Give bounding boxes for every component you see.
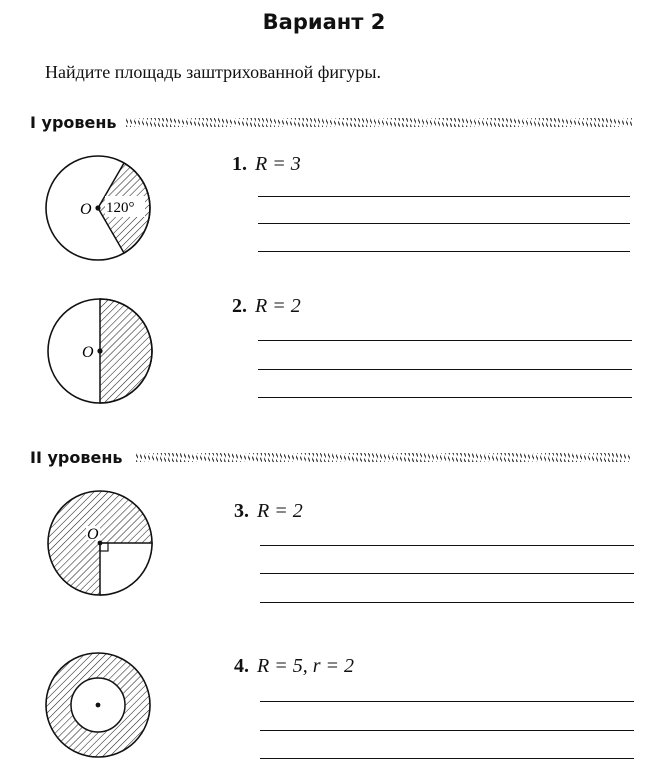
problem-4-condition: R = 5, r = 2 [257, 655, 354, 677]
problem-3-answer-line-2[interactable] [260, 573, 634, 574]
figure-1-center-point [95, 205, 100, 210]
figure-3-three-quarter [46, 490, 154, 596]
problem-1 [232, 153, 301, 176]
problem-2 [232, 295, 301, 318]
figure-1-angle-label: 120° [106, 200, 135, 216]
problem-4-answer-line-1[interactable] [260, 701, 634, 702]
problem-4-answer-line-2[interactable] [260, 730, 634, 731]
problem-1-answer-line-1[interactable] [258, 196, 630, 197]
problem-1-answer-line-2[interactable] [258, 223, 630, 224]
problem-2-answer-line-2[interactable] [258, 369, 632, 370]
level-1-divider [126, 118, 632, 127]
figure-2-hatched-half [100, 299, 152, 403]
page-title: Вариант 2 [262, 10, 386, 34]
problem-3-answer-line-1[interactable] [260, 545, 634, 546]
figure-4-center-point [96, 703, 101, 708]
figure-2-center-label: O [82, 344, 94, 361]
problem-3-number: 3. [234, 500, 249, 522]
problem-1-condition: R = 3 [255, 153, 301, 175]
problem-2-condition: R = 2 [255, 295, 301, 317]
problem-4-answer-line-3[interactable] [260, 758, 634, 759]
instruction-text: Найдите площадь заштрихованной фигуры. [45, 62, 382, 82]
level-1-heading: I уровень [30, 113, 117, 132]
level-2-heading: II уровень [30, 448, 123, 467]
level-2-divider [136, 453, 632, 462]
figure-3-center-label: O [87, 526, 99, 543]
figure-1-center-label: O [80, 201, 92, 218]
figure-2-center-point [97, 348, 102, 353]
problem-4 [234, 655, 354, 678]
figure-1-sector [42, 156, 154, 260]
problem-1-number: 1. [232, 153, 247, 175]
problem-3 [234, 500, 303, 523]
problem-3-answer-line-3[interactable] [260, 602, 634, 603]
figure-2-semicircle [46, 298, 154, 404]
problem-1-answer-line-3[interactable] [258, 251, 630, 252]
problem-2-answer-line-1[interactable] [258, 340, 632, 341]
problem-3-condition: R = 2 [257, 500, 303, 522]
problem-2-answer-line-3[interactable] [258, 397, 632, 398]
problem-4-number: 4. [234, 655, 249, 677]
figure-4-annulus [44, 652, 152, 758]
problem-2-number: 2. [232, 295, 247, 317]
